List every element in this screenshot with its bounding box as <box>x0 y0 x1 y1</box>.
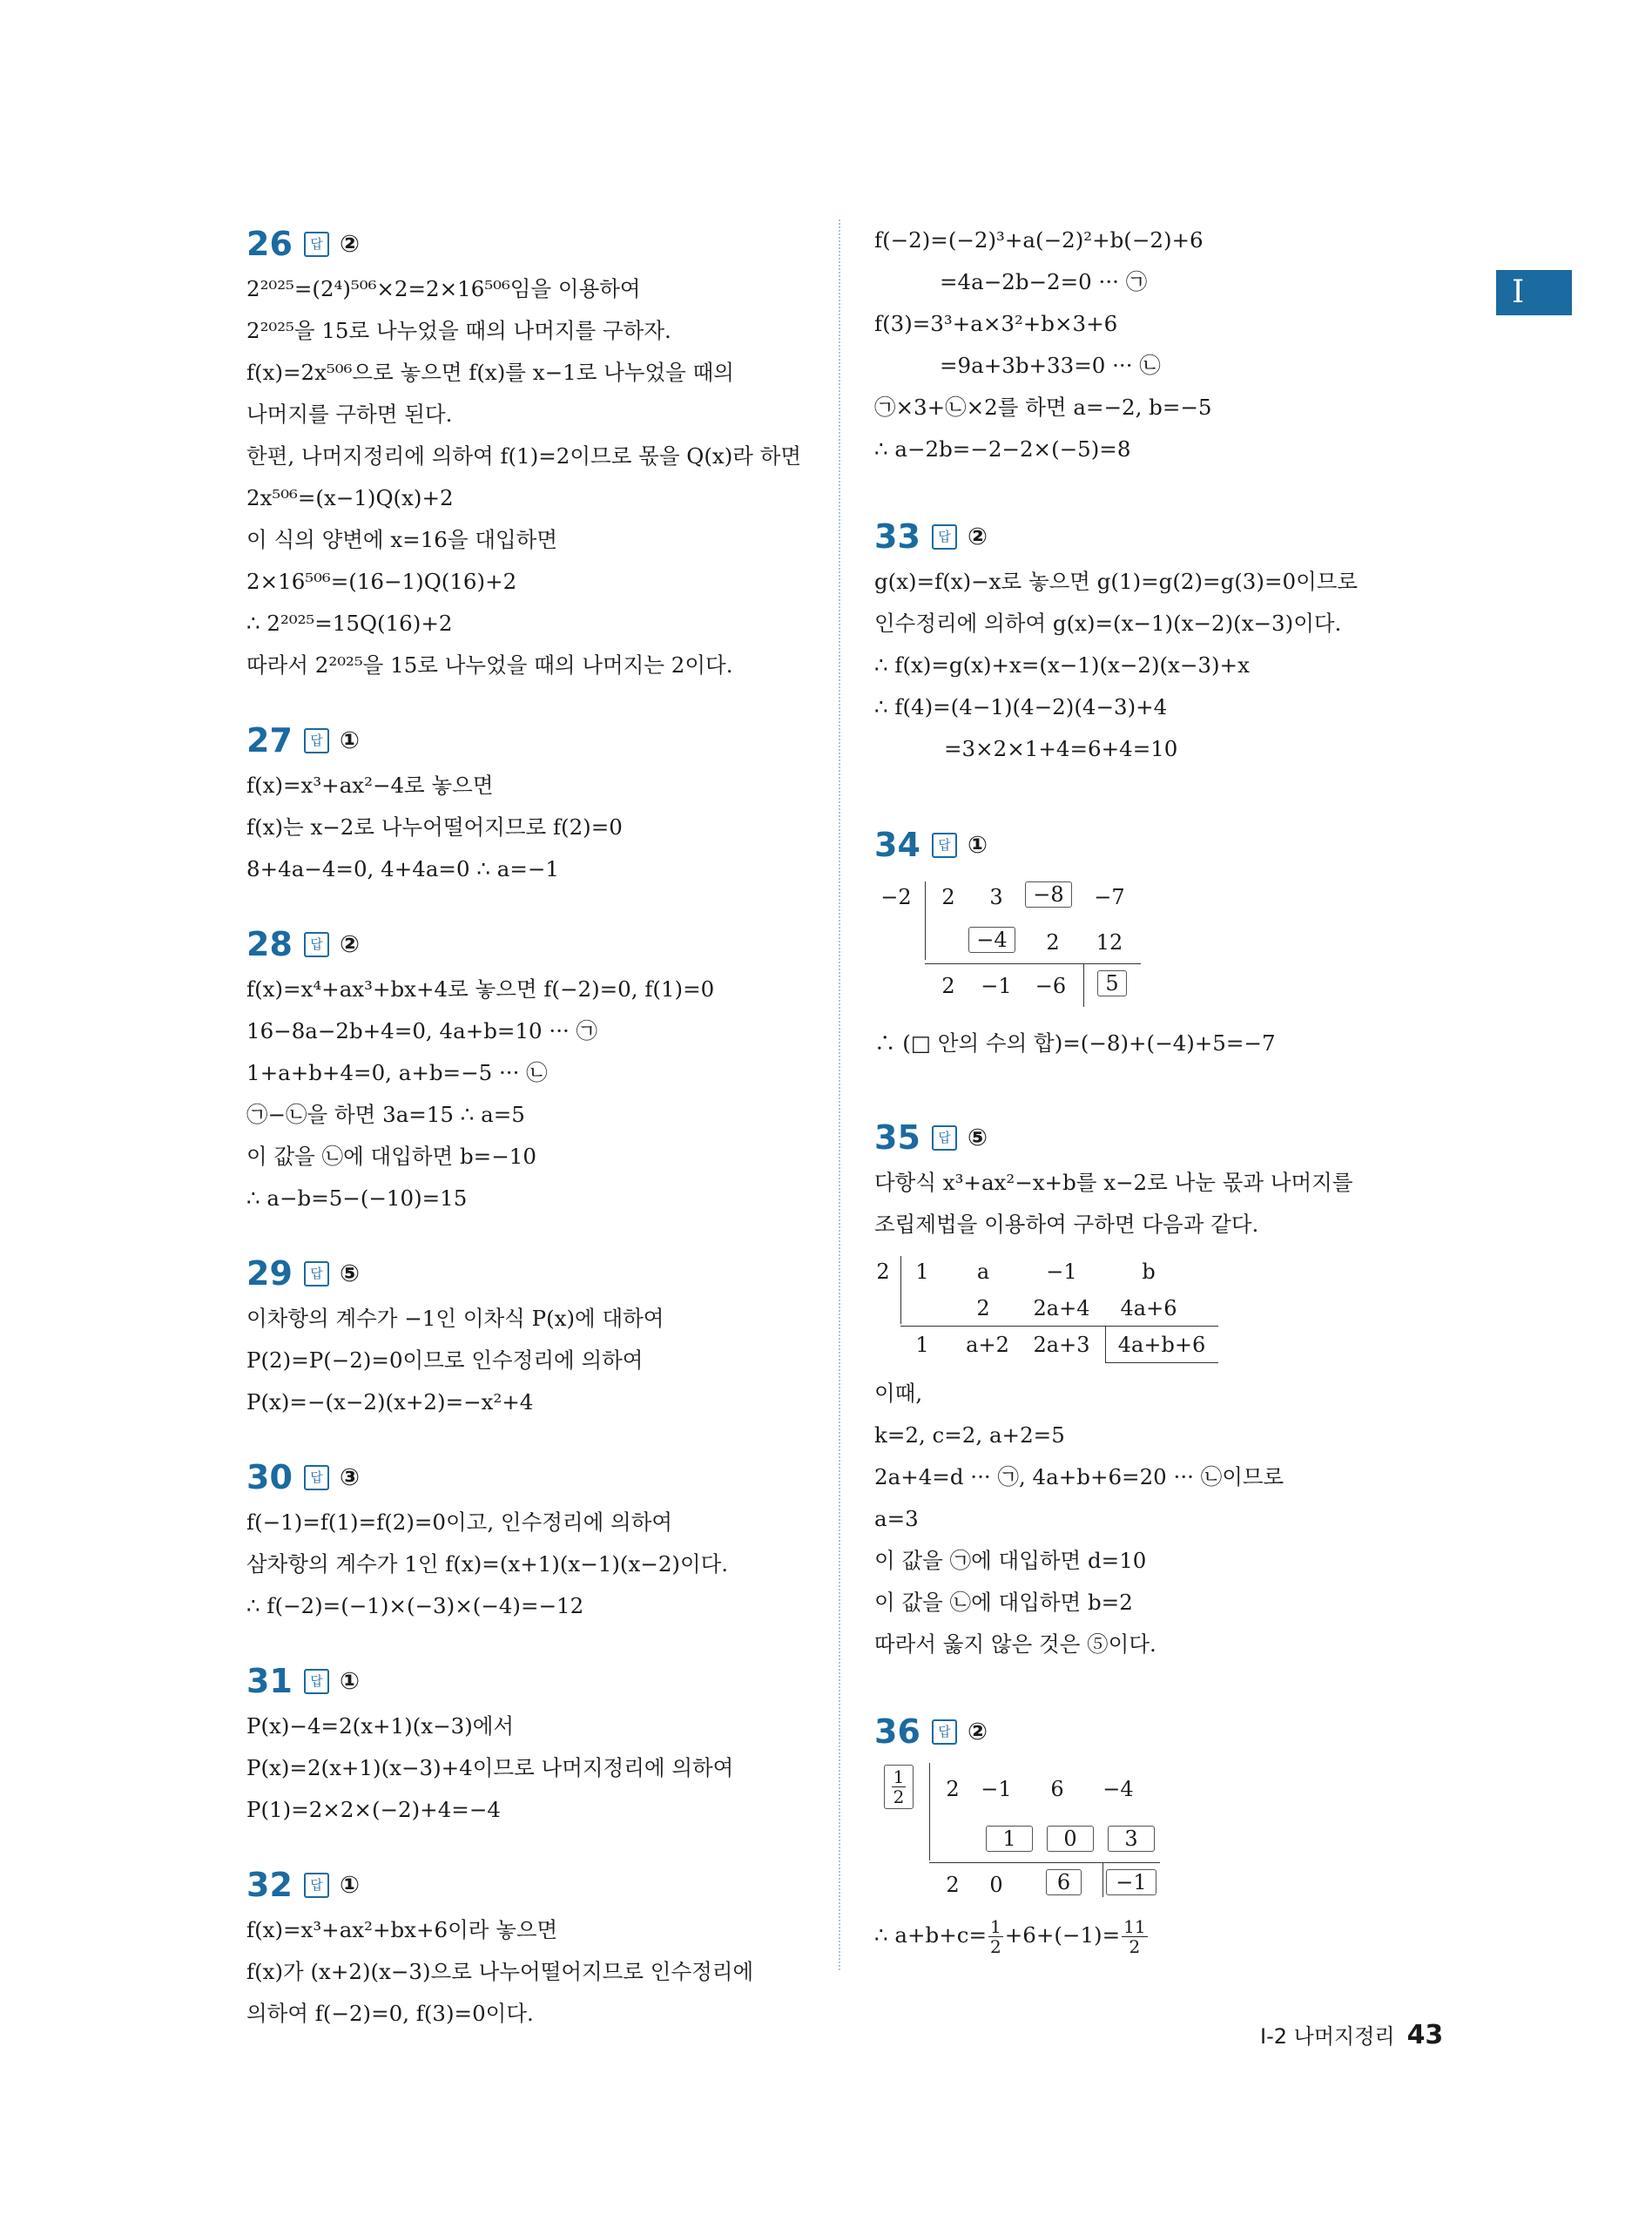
text-line: 인수정리에 의하여 g(x)=(x−1)(x−2)(x−3)이다. <box>874 611 1342 636</box>
divisor: 2 <box>876 1259 890 1284</box>
synthetic-division-table <box>874 876 1432 1016</box>
remainder: 4a+b+6 <box>1117 1333 1206 1357</box>
quotient: 2a+3 <box>1033 1333 1090 1357</box>
answer-badge: 답 <box>304 932 329 957</box>
answer-badge: 답 <box>932 1719 957 1745</box>
answer-choice: ① <box>968 831 988 859</box>
text-line: f(x)는 x−2로 나누어떨어지므로 f(2)=0 <box>246 814 623 840</box>
problem-29 <box>246 1249 839 1423</box>
text-line: P(x)−4=2(x+1)(x−3)에서 <box>246 1713 515 1739</box>
text-line: 2²⁰²⁵을 15로 나누었을 때의 나머지를 구하자. <box>246 318 671 343</box>
coef: −1 <box>1046 1259 1077 1284</box>
quotient: −1 <box>981 974 1012 998</box>
fraction-numerator: 11 <box>1123 1916 1146 1937</box>
problem-number: 26 <box>246 225 293 263</box>
problem-34 <box>874 820 1432 1064</box>
coef: 1 <box>915 1259 929 1284</box>
problem-28 <box>246 920 839 1219</box>
answer-choice: ⑤ <box>340 1259 360 1287</box>
answer-badge: 답 <box>304 1465 329 1490</box>
text-line: 이차항의 계수가 −1인 이차식 P(x)에 대하여 <box>246 1306 664 1331</box>
problem-number: 34 <box>874 826 920 864</box>
quotient: a+2 <box>966 1333 1009 1357</box>
boxed-product: 1 <box>986 1826 1032 1852</box>
text-line: f(x)=x³+ax²−4로 놓으면 <box>246 773 494 798</box>
text-line: 이 식의 양변에 x=16을 대입하면 <box>246 527 558 552</box>
answer-badge: 답 <box>932 833 957 858</box>
product: 2a+4 <box>1033 1296 1090 1320</box>
text-line: P(2)=P(−2)=0이므로 인수정리에 의하여 <box>246 1347 644 1373</box>
problem-number: 28 <box>246 925 293 963</box>
problem-31 <box>246 1657 839 1831</box>
left-column <box>246 219 839 2064</box>
problem-27 <box>246 716 839 890</box>
conclusion-part: +6+(−1)= <box>1004 1922 1121 1948</box>
text-line: ∴ a−2b=−2−2×(−5)=8 <box>874 436 1131 462</box>
text-line: f(−1)=f(1)=f(2)=0이고, 인수정리에 의하여 <box>246 1509 673 1535</box>
text-line: ∴ 2²⁰²⁵=15Q(16)+2 <box>246 611 453 636</box>
problem-32 <box>246 1860 839 2035</box>
product: 2 <box>976 1296 990 1320</box>
boxed-remainder: 5 <box>1097 970 1126 996</box>
coef: 2 <box>941 885 955 909</box>
text-line: k=2, c=2, a+2=5 <box>874 1422 1065 1448</box>
coef: 3 <box>989 885 1003 909</box>
boxed-remainder: −1 <box>1106 1869 1156 1895</box>
problem-30 <box>246 1453 839 1627</box>
text-line: 따라서 옳지 않은 것은 ⑤이다. <box>874 1631 1156 1657</box>
text-line: P(1)=2×2×(−2)+4=−4 <box>246 1797 501 1822</box>
page-number: 43 <box>1406 2020 1444 2050</box>
coef: −7 <box>1094 885 1125 909</box>
text-line: =9a+3b+33=0 ··· ㉡ <box>940 353 1161 378</box>
text-line: 조립제법을 이용하여 구하면 다음과 같다. <box>874 1212 1259 1237</box>
fraction-denominator: 2 <box>1129 1936 1141 1957</box>
problem-number: 29 <box>246 1254 293 1293</box>
answer-choice: ② <box>968 1718 988 1746</box>
answer-badge: 답 <box>304 1261 329 1286</box>
boxed-product: −4 <box>968 927 1015 953</box>
answer-badge: 답 <box>304 1873 329 1898</box>
product: 4a+6 <box>1120 1296 1177 1320</box>
divisor: −2 <box>880 885 912 909</box>
answer-choice: ⑤ <box>968 1124 988 1151</box>
chapter-tab: I <box>1496 270 1572 315</box>
text-line: ∴ f(−2)=(−1)×(−3)×(−4)=−12 <box>246 1593 584 1618</box>
product: 12 <box>1096 930 1123 955</box>
text-line: ㉠×3+㉡×2를 하면 a=−2, b=−5 <box>874 395 1212 420</box>
synthetic-division-table <box>874 1763 1432 1902</box>
product: 2 <box>1046 930 1060 955</box>
text-line: ㉠−㉡을 하면 3a=15 ∴ a=5 <box>246 1102 525 1127</box>
fraction-denominator: 2 <box>989 1936 1001 1957</box>
page-footer <box>1260 2019 1443 2050</box>
answer-choice: ② <box>340 230 360 258</box>
problem-number: 36 <box>874 1712 920 1751</box>
text-line: 이때, <box>874 1381 923 1406</box>
problem-35 <box>874 1113 1432 1665</box>
answer-choice: ③ <box>340 1463 360 1491</box>
answer-badge: 답 <box>932 1125 957 1151</box>
coef: a <box>976 1259 990 1284</box>
conclusion-part: ∴ a+b+c= <box>874 1922 987 1948</box>
text-line: =3×2×1+4=6+4=10 <box>944 736 1178 761</box>
text-line: 16−8a−2b+4=0, 4a+b=10 ··· ㉠ <box>246 1018 598 1043</box>
synthetic-division-table <box>874 1253 1432 1366</box>
text-line: f(x)=2x⁵⁰⁶으로 놓으면 f(x)를 x−1로 나누었을 때의 <box>246 360 734 385</box>
conclusion <box>874 1909 1432 1962</box>
problem-number: 30 <box>246 1458 293 1496</box>
text-line: 한편, 나머지정리에 의하여 f(1)=2이므로 몫을 Q(x)라 하면 <box>246 443 802 469</box>
right-column <box>874 219 1432 1991</box>
problem-number: 33 <box>874 517 920 556</box>
coef: 6 <box>1050 1777 1064 1801</box>
boxed-product: 0 <box>1047 1826 1093 1852</box>
text-line: 8+4a−4=0, 4+4a=0 ∴ a=−1 <box>246 856 559 881</box>
text-line: 이 값을 ㉡에 대입하면 b=2 <box>874 1590 1133 1615</box>
text-line: 이 값을 ㉠에 대입하면 d=10 <box>874 1548 1147 1573</box>
problem-26 <box>246 219 839 686</box>
text-line: 2×16⁵⁰⁶=(16−1)Q(16)+2 <box>246 569 517 594</box>
divisor-denominator: 2 <box>893 1786 905 1807</box>
text-line: f(x)=x⁴+ax³+bx+4로 놓으면 f(−2)=0, f(1)=0 <box>246 976 715 1002</box>
text-line: 2a+4=d ··· ㉠, 4a+b+6=20 ··· ㉡이므로 <box>874 1464 1285 1489</box>
text-line: =4a−2b−2=0 ··· ㉠ <box>940 269 1148 294</box>
problem-number: 35 <box>874 1118 920 1157</box>
problem-number: 27 <box>246 721 293 760</box>
text-line: 2²⁰²⁵=(2⁴)⁵⁰⁶×2=2×16⁵⁰⁶임을 이용하여 <box>246 276 641 301</box>
problem-36 <box>874 1707 1432 1962</box>
text-line: f(−2)=(−2)³+a(−2)²+b(−2)+6 <box>874 227 1204 253</box>
answer-choice: ① <box>340 1871 360 1899</box>
quotient: 2 <box>941 974 955 998</box>
text-line: 의하여 f(−2)=0, f(3)=0이다. <box>246 2001 534 2026</box>
text-line: ∴ a−b=5−(−10)=15 <box>246 1185 468 1211</box>
boxed-coef: −8 <box>1025 881 1071 908</box>
answer-choice: ① <box>340 1667 360 1695</box>
answer-choice: ② <box>968 523 988 550</box>
text-line: 1+a+b+4=0, a+b=−5 ··· ㉡ <box>246 1060 548 1085</box>
conclusion: ∴ (□ 안의 수의 합)=(−8)+(−4)+5=−7 <box>874 1030 1276 1056</box>
text-line: 이 값을 ㉡에 대입하면 b=−10 <box>246 1144 536 1169</box>
text-line: f(x)가 (x+2)(x−3)으로 나누어떨어지므로 인수정리에 <box>246 1959 754 1984</box>
answer-choice: ② <box>340 930 360 958</box>
boxed-product: 3 <box>1108 1826 1154 1852</box>
problem-number: 31 <box>246 1662 293 1700</box>
divisor-numerator: 1 <box>893 1766 905 1787</box>
coef: −4 <box>1102 1777 1134 1801</box>
text-line: P(x)=−(x−2)(x+2)=−x²+4 <box>246 1389 534 1415</box>
answer-badge: 답 <box>304 232 329 257</box>
text-line: 다항식 x³+ax²−x+b를 x−2로 나눈 몫과 나머지를 <box>874 1170 1353 1195</box>
problem-number: 32 <box>246 1866 293 1904</box>
answer-badge: 답 <box>304 728 329 753</box>
text-line: f(3)=3³+a×3²+b×3+6 <box>874 311 1118 336</box>
text-line: 따라서 2²⁰²⁵을 15로 나누었을 때의 나머지는 2이다. <box>246 652 733 678</box>
text-line: ∴ f(4)=(4−1)(4−2)(4−3)+4 <box>874 694 1168 719</box>
quotient: −6 <box>1035 974 1067 998</box>
answer-badge: 답 <box>304 1669 329 1694</box>
quotient: 1 <box>915 1333 929 1357</box>
answer-choice: ① <box>340 726 360 754</box>
answer-badge: 답 <box>932 524 957 550</box>
coef: −1 <box>981 1777 1012 1801</box>
text-line: P(x)=2(x+1)(x−3)+4이므로 나머지정리에 의하여 <box>246 1755 734 1780</box>
fraction-numerator: 1 <box>989 1916 1001 1937</box>
quotient: 2 <box>946 1873 960 1897</box>
section-title: Ⅰ-2 나머지정리 <box>1260 2024 1395 2049</box>
text-line: f(x)=x³+ax²+bx+6이라 놓으면 <box>246 1917 558 1942</box>
text-line: g(x)=f(x)−x로 놓으면 g(1)=g(2)=g(3)=0이므로 <box>874 569 1359 594</box>
coef: 2 <box>946 1777 960 1801</box>
problem-32-continued <box>874 219 1432 470</box>
text-line: 삼차항의 계수가 1인 f(x)=(x+1)(x−1)(x−2)이다. <box>246 1551 729 1577</box>
text-line: a=3 <box>874 1506 919 1531</box>
coef: b <box>1142 1259 1156 1284</box>
text-line: 나머지를 구하면 된다. <box>246 402 453 427</box>
boxed-quotient: 6 <box>1046 1869 1082 1895</box>
column-divider <box>839 219 840 1970</box>
text-line: ∴ f(x)=g(x)+x=(x−1)(x−2)(x−3)+x <box>874 652 1250 678</box>
problem-33 <box>874 512 1432 770</box>
quotient: 0 <box>989 1873 1003 1897</box>
text-line: 2x⁵⁰⁶=(x−1)Q(x)+2 <box>246 485 454 510</box>
